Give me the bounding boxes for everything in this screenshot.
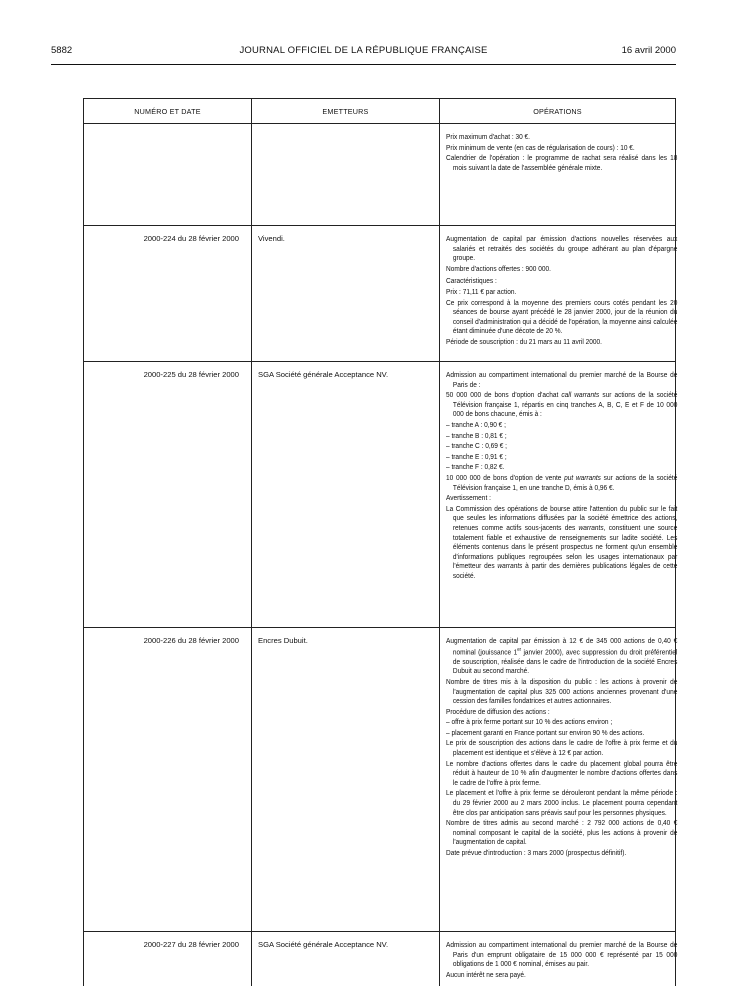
number-date-cell: 2000-225 du 28 février 2000 xyxy=(84,362,252,628)
operation-line: Prix minimum de vente (en cas de régularisation de cours) : 10 €. xyxy=(446,142,635,152)
operation-line: – tranche B : 0,81 € ; xyxy=(446,430,507,440)
operation-line: Date prévue d'introduction : 3 mars 2000 (prospectus définitif). xyxy=(446,848,627,857)
operation-line: – tranche C : 0,69 € ; xyxy=(446,441,507,451)
operation-line: La Commission des opérations de bourse attire l'attention du public sur le fait que seules les informations diffusées par la société émettrice des actions, retenues comme actifs sous-jacents des warrants, constituent une source totalement fiable et exhaustive de renseignements sur ladite société. Les éléments contenus dans le présent prospectus ne forment qu'un ensemble d'informations publiques regroupées selon les usages internationaux par l'émetteur des warrants à partir des dernières publications légales de cette société. xyxy=(446,503,678,580)
number-date-cell xyxy=(84,124,252,226)
issue-date: 16 avril 2000 xyxy=(621,45,676,56)
operation-line: Avertissement : xyxy=(446,493,491,503)
operation-line: 10 000 000 de bons d'option de vente put warrants sur actions de la société Télévision française 1, en une tranche D, émis à 0,96 €. xyxy=(446,472,678,492)
operations-cell xyxy=(440,226,676,362)
issuer-cell: SGA Société générale Acceptance NV. xyxy=(252,362,440,628)
issuer-cell: SGA Société générale Acceptance NV. xyxy=(252,932,440,987)
number-date-cell: 2000-226 du 28 février 2000 xyxy=(84,628,252,932)
operation-line: Calendrier de l'opération : le programme de rachat sera réalisé dans les 18 mois suivant la date de l'assemblée générale mixte. xyxy=(446,153,678,172)
table-row-2000-227 xyxy=(84,932,676,987)
operations-table xyxy=(83,98,676,986)
operation-line: 50 000 000 de bons d'option d'achat call warrants sur actions de la société Télévision française 1, répartis en cinq tranches A, B, C, E et F de 10 000 000 de bons chacune, émis à : xyxy=(446,390,678,419)
table-row-continuation xyxy=(84,124,676,226)
operation-line: – tranche E : 0,91 € ; xyxy=(446,451,507,461)
column-header-operations: OPÉRATIONS xyxy=(440,99,676,124)
operation-line: Procédure de diffusion des actions : xyxy=(446,706,550,716)
issuer-cell: Vivendi. xyxy=(252,226,440,362)
column-header-number-date: NUMÉRO ET DATE xyxy=(84,99,252,124)
operation-line: Le nombre d'actions offertes dans le cadre du placement global pourra être réduit à hauteur de 10 % afin d'augmenter le nombre d'actions offertes dans le cadre de l'offre à prix ferme. xyxy=(446,758,678,787)
operation-line: Nombre de titres admis au second marché : 2 792 000 actions de 0,40 € nominal composant le capital de la société, plus les actions à provenir de l'augmentation de capital. xyxy=(446,818,678,847)
page-number: 5882 xyxy=(51,45,73,56)
operations-cell xyxy=(440,362,676,628)
operation-line: Augmentation de capital par émission à 12 € de 345 000 actions de 0,40 € nominal (jouissance 1er janvier 2000), avec suppression du droit préférentiel de souscription, réalisée dans le cadre de l'introduction de la société Encres Dubuit au second marché. xyxy=(446,636,678,676)
issuer-cell xyxy=(252,124,440,226)
issuer-cell: Encres Dubuit. xyxy=(252,628,440,932)
operation-line: Admission au compartiment international du premier marché de la Bourse de Paris d'un emprunt obligataire de 15 000 000 € représenté par 15 000 obligations de 1 000 € nominal, émises au pair. xyxy=(446,940,678,969)
number-date-cell: 2000-224 du 28 février 2000 xyxy=(84,226,252,362)
operation-line: Nombre de titres mis à la disposition du public : les actions à provenir de l'augmentation de capital plus 325 000 actions anciennes provenant d'une cession des familles fondatrices et autres actionnaires. xyxy=(446,676,678,706)
operation-line: Prix maximum d'achat : 30 €. xyxy=(446,132,531,141)
operation-line: Nombre d'actions offertes : 900 000. xyxy=(446,263,551,273)
table-row-2000-224 xyxy=(84,226,676,362)
page-header xyxy=(51,45,676,59)
operation-line: Admission au compartiment international du premier marché de la Bourse de Paris de : xyxy=(446,370,678,389)
operation-line: Le placement et l'offre à prix ferme se dérouleront pendant la même période : du 29 février 2000 au 2 mars 2000 inclus. Le placement pourra cependant être clos par anticipation sans préavis sauf pour les personnes physiques. xyxy=(446,788,678,817)
table-row-2000-225 xyxy=(84,362,676,628)
header-rule xyxy=(51,64,676,65)
operation-line: – tranche F : 0,82 €. xyxy=(446,462,505,472)
operation-line: Caractéristiques : xyxy=(446,276,497,286)
number-date-cell: 2000-227 du 28 février 2000 xyxy=(84,932,252,987)
table-row-2000-226 xyxy=(84,628,676,932)
operation-line: – placement garanti en France portant sur environ 90 % des actions. xyxy=(446,727,645,737)
operations-cell xyxy=(440,628,676,932)
operations-cell xyxy=(440,124,676,226)
journal-title: JOURNAL OFFICIEL DE LA RÉPUBLIQUE FRANÇAISE xyxy=(239,45,488,56)
column-header-issuers: EMETTEURS xyxy=(252,99,440,124)
operation-line: Ce prix correspond à la moyenne des premiers cours cotés pendant les 20 séances de bourse ayant précédé le 28 janvier 2000, jour de la réunion du conseil d'administration qui a décidé de l'opération, la moyenne ainsi calculée étant diminuée d'une décote de 20 %. xyxy=(446,297,678,336)
operation-line: Le prix de souscription des actions dans le cadre de l'offre à prix ferme et du placement est identique et s'élève à 12 € par action. xyxy=(446,738,678,758)
operation-line: Aucun intérêt ne sera payé. xyxy=(446,969,526,979)
table-header-row xyxy=(84,99,676,124)
operation-line: – tranche A : 0,90 € ; xyxy=(446,419,506,429)
operation-line: Augmentation de capital par émission d'actions nouvelles réservées aux salariés et retraités des sociétés du groupe adhérant au plan d'épargne groupe. xyxy=(446,234,678,263)
operation-line: Période de souscription : du 21 mars au 11 avril 2000. xyxy=(446,336,602,346)
operations-cell xyxy=(440,932,676,987)
operation-line: Prix : 71,11 € par action. xyxy=(446,286,517,296)
operation-line: – offre à prix ferme portant sur 10 % des actions environ ; xyxy=(446,717,613,727)
